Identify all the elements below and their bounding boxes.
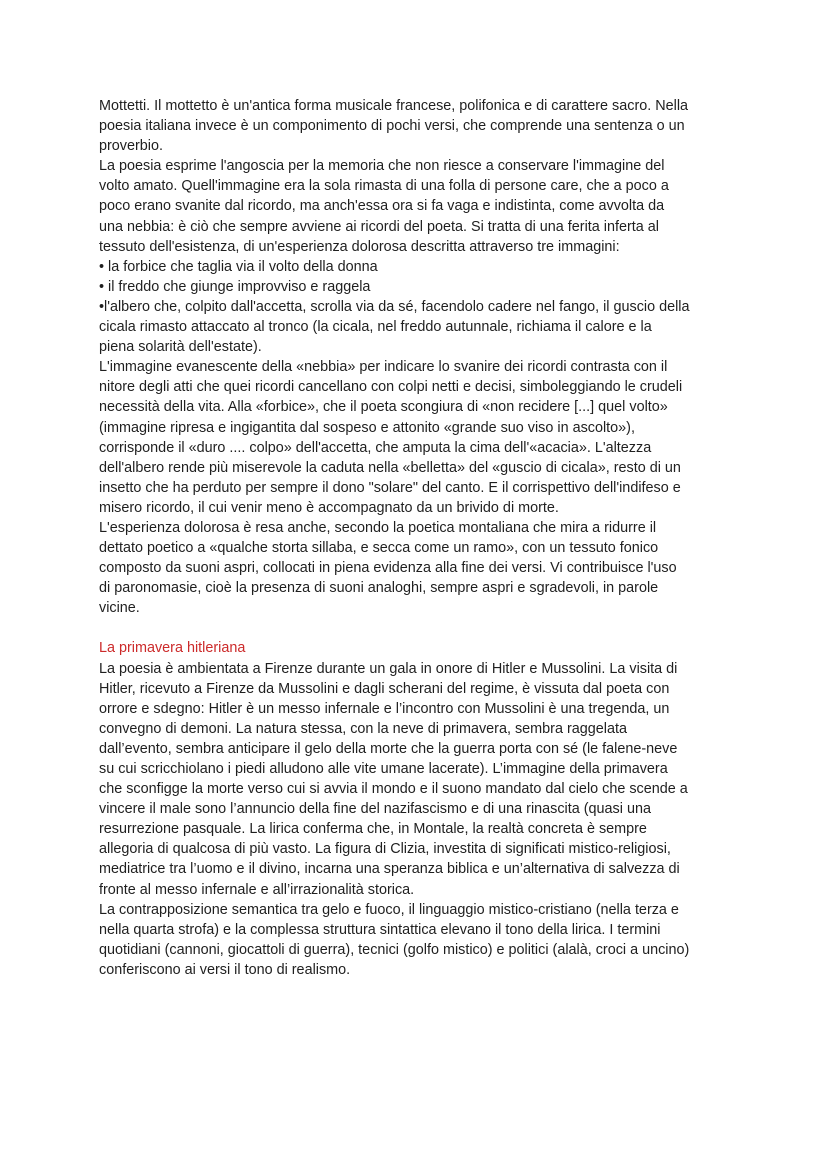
section-spacer [99,618,739,638]
paragraph-mottetti-definition: Mottetti. Il mottetto è un'antica forma musicale francese, polifonica e di carattere sacro. Nella poesia italiana invece è un componimento di pochi versi, che comprende una sentenza o un proverbio. [99,98,689,155]
section-title: La primavera hitleriana [99,640,246,657]
section-primavera-hitleriana [99,638,739,980]
bullet-forbice: • la forbice che taglia via il volto della donna [99,258,378,275]
paragraph-nebbia: L'immagine evanescente della «nebbia» per indicare lo svanire dei ricordi contrasta con il nitore degli atti che quei ricordi cancellano con colpi netti e decisi, simboleggiando le crudeli necessità della vita. Alla «forbice», che il poeta scongiura di «non recidere [...] quel volto» (immagine ripresa e ingigantita dal sospeso e attonito «grande suo viso in ascolto»), corrisponde il «duro .... colpo» dell'accetta, che amputa la cima dell'«acacia». L'altezza dell'albero rende più miserevole la caduta nella «belletta» del «guscio di cicala», resto di un insetto che ha perduto per sempre il dono "solare" del canto. E il corrispettivo dell'indifeso e misero ricordo, il cui venir meno è accompagnato da un brivido di morte. [99,359,683,516]
bullet-albero: •l'albero che, colpito dall'accetta, scrolla via da sé, facendolo cadere nel fango, il guscio della cicala rimasto attaccato al tronco (la cicala, nel freddo autunnale, richiama il calore e la piena solarità dell'estate). [99,298,690,356]
section-mottetti [99,96,739,618]
bullet-freddo: • il freddo che giunge improvviso e raggela [99,278,371,295]
document-page [99,96,739,980]
paragraph-ambientazione: La poesia è ambientata a Firenze durante un gala in onore di Hitler e Mussolini. La visita di Hitler, ricevuto a Firenze da Mussolini e dagli scherani del regime, è vissuta dal poeta con orrore e sdegno: Hitler è un messo infernale e l’incontro con Mussolini è una tregenda, un convegno di demoni. La natura stessa, con la neve di primavera, sembra raggelata dall’evento, sembra anticipare il gelo della morte che la guerra porta con sé (le falene-neve su cui scricchiolano i piedi alludono alle vite umane lacerate). L’immagine della primavera che sconfigge la morte verso cui si avvia il mondo e il suono mandato dal cielo che scende a vincere il male sono l’annuncio della fine del nazifascismo e di una rinascita (quasi una resurrezione pasquale. La lirica conferma che, in Montale, la realtà concreta è sempre allegoria di qualcosa di più vasto. La figura di Clizia, investita di significati mistico-religiosi, mediatrice tra l’uomo e il divino, incarna una speranza biblica e un’alternativa di salvezza di fronte al messo infernale e all’irrazionalità storica. [99,660,688,898]
paragraph-contrapposizione: La contrapposizione semantica tra gelo e fuoco, il linguaggio mistico-cristiano (nella terza e nella quarta strofa) e la complessa struttura sintattica elevano il tono della lirica. I termini quotidiani (cannoni, giocattoli di guerra), tecnici (golfo mistico) e politici (alalà, croci a uncino) conferiscono ai versi il tono di realismo. [99,901,690,978]
paragraph-esperienza-dolorosa: L'esperienza dolorosa è resa anche, secondo la poetica montaliana che mira a ridurre il dettato poetico a «qualche storta sillaba, e secca come un ramo», con un tessuto fonico composto da suoni aspri, collocati in piena evidenza alla fine dei versi. Vi contribuisce l'uso di paronomasie, cioè la presenza di suoni analoghi, sempre aspri e sgradevoli, in parole vicine. [99,519,677,617]
paragraph-angoscia-memoria: La poesia esprime l'angoscia per la memoria che non riesce a conservare l'immagine del volto amato. Quell'immagine era la sola rimasta di una folla di persone care, che a poco a poco erano svanite dal ricordo, ma anch'essa ora si fa vaga e indistinta, come avvolta da una nebbia: è ciò che sempre avviene ai ricordi del poeta. Si tratta di una ferita inferta al tessuto dell'esistenza, di un'esperienza dolorosa descritta attraverso tre immagini: [99,158,669,255]
